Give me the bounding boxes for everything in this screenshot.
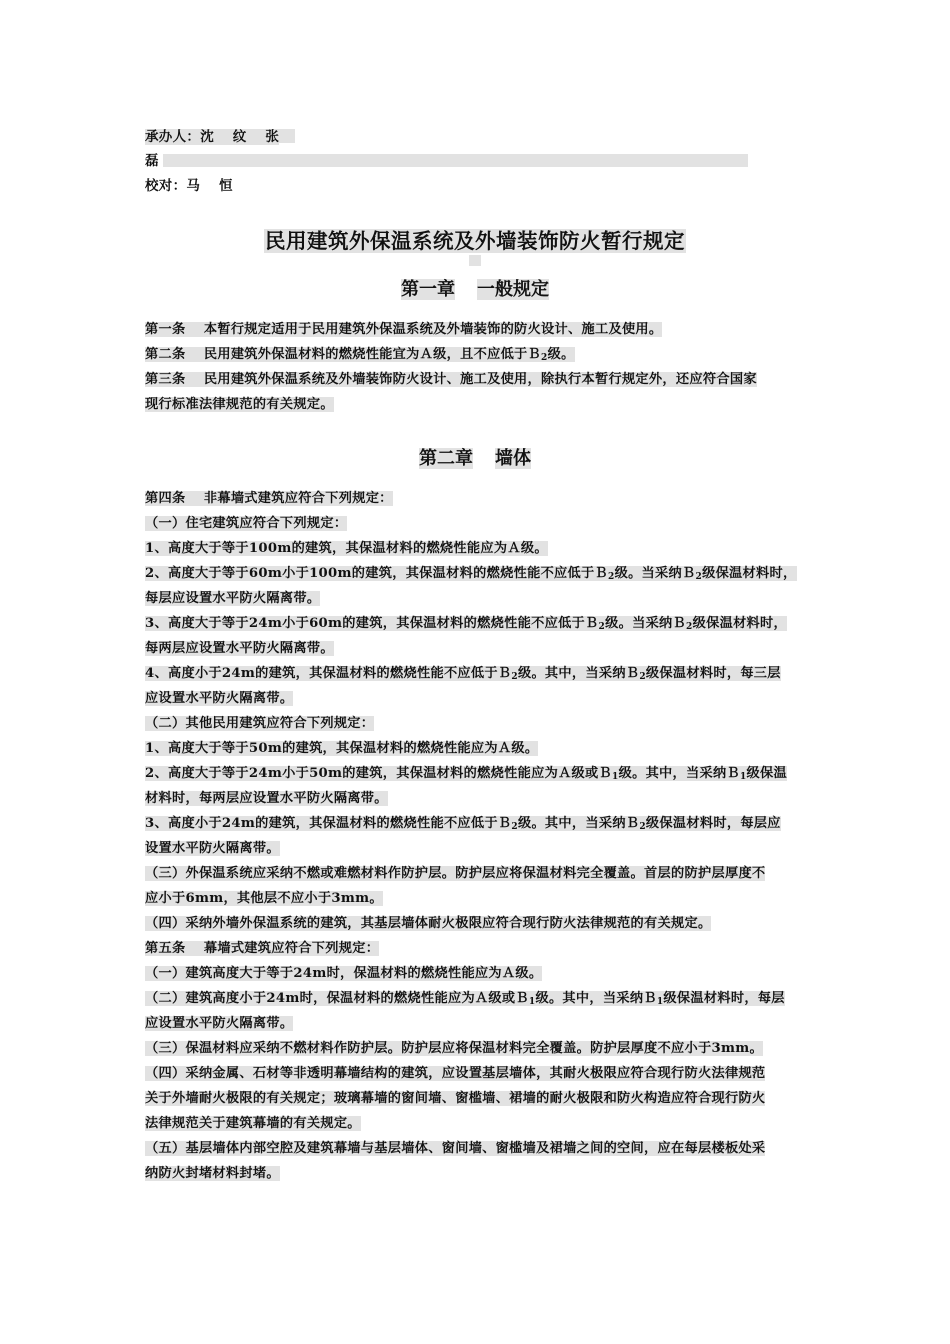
curtain-item-2-line-2: 应设置水平防火隔离带。 [145, 1016, 294, 1031]
other-item-2-line-2: 材料时，每两层应设置水平防火隔离带。 [145, 791, 388, 806]
document-title: 民用建筑外保温系统及外墙装饰防火暂行规定 [265, 229, 685, 253]
article-3-line-1: 第三条 民用建筑外保温系统及外墙装饰防火设计、施工及使用，除执行本暂行规定外，还应符合国家 [145, 372, 757, 387]
other-item-3-line-2: 设置水平防火隔离带。 [145, 841, 280, 856]
residential-item-3-line-1: 3、高度大于等于24m小于60m的建筑，其保温材料的燃烧性能不应低于Ｂ$_2$级。当采纳Ｂ$_2$级保温材料时， [145, 616, 788, 632]
other-item-3-line-1: 3、高度小于24m的建筑，其保温材料的燃烧性能不应低于Ｂ$_2$级。其中，当采纳Ｂ$_2$级保温材料时，每层应 [145, 816, 781, 832]
residential-item-2-line-2: 每层应设置水平防火隔离带。 [145, 591, 321, 606]
curtain-item-3: （三）保温材料应采纳不燃材料作防护层。防护层应将保温材料完全覆盖。防护层厚度不应小于3mm。 [145, 1041, 763, 1056]
curtain-item-4-line-3: 法律规范关于建筑幕墙的有关规定。 [145, 1116, 361, 1131]
proofreader-line: 校对：马 恒 [145, 178, 233, 194]
residential-item-2-line-1: 2、高度大于等于60m小于100m的建筑，其保温材料的燃烧性能不应低于Ｂ$_2$级。当采纳Ｂ$_2$级保温材料时， [145, 566, 797, 582]
chapter-1-heading: 第一章 一般规定 [401, 279, 549, 300]
section-residential: （一）住宅建筑应符合下列规定： [145, 516, 348, 531]
article-3-line-2: 现行标准法律规范的有关规定。 [145, 397, 334, 412]
section-other-civil: （二）其他民用建筑应符合下列规定： [145, 716, 375, 731]
other-item-2-line-1: 2、高度大于等于24m小于50m的建筑，其保温材料的燃烧性能应为Ａ级或Ｂ$_1$级。其中，当采纳Ｂ$_1$级保温 [145, 766, 788, 782]
article-2: 第二条 民用建筑外保温材料的燃烧性能宜为Ａ级，且不应低于Ｂ$_2$级。 [145, 347, 575, 363]
section-3-line-2: 应小于6mm，其他层不应小于3mm。 [145, 891, 383, 906]
empty-highlight-box [469, 255, 481, 266]
curtain-item-1: （一）建筑高度大于等于24m时，保温材料的燃烧性能应为Ａ级。 [145, 966, 543, 981]
residential-item-3-line-2: 每两层应设置水平防火隔离带。 [145, 641, 334, 656]
residential-item-1: 1、高度大于等于100m的建筑，其保温材料的燃烧性能应为Ａ级。 [145, 541, 548, 556]
section-4: （四）采纳外墙外保温系统的建筑，其基层墙体耐火极限应符合现行防火法律规范的有关规定。 [145, 916, 712, 931]
residential-item-4-line-1: 4、高度小于24m的建筑，其保温材料的燃烧性能不应低于Ｂ$_2$级。其中，当采纳Ｂ$_2$级保温材料时，每三层 [145, 666, 781, 682]
article-5: 第五条 幕墙式建筑应符合下列规定： [145, 941, 380, 956]
chapter-2-heading: 第二章 墙体 [419, 448, 531, 469]
curtain-item-4-line-2: 关于外墙耐火极限的有关规定；玻璃幕墙的窗间墙、窗槛墙、裙墙的耐火极限和防火构造应符合现行防火 [145, 1091, 766, 1106]
highlight-bar [163, 154, 748, 167]
other-item-1: 1、高度大于等于50m的建筑，其保温材料的燃烧性能应为Ａ级。 [145, 741, 539, 756]
residential-item-4-line-2: 应设置水平防火隔离带。 [145, 691, 294, 706]
curtain-item-5-line-2: 纳防火封堵材料封堵。 [145, 1166, 280, 1181]
handler-line-2: 磊 [145, 153, 159, 169]
curtain-item-5-line-1: （五）基层墙体内部空腔及建筑幕墙与基层墙体、窗间墙、窗槛墙及裙墙之间的空间，应在每层楼板处采 [145, 1141, 766, 1156]
curtain-item-2-line-1: （二）建筑高度小于24m时，保温材料的燃烧性能应为Ａ级或Ｂ$_1$级。其中，当采纳Ｂ$_1$级保温材料时，每层 [145, 991, 785, 1007]
article-4: 第四条 非幕墙式建筑应符合下列规定： [145, 491, 393, 506]
handler-line: 承办人：沈 纹 张 [145, 128, 295, 146]
article-1: 第一条 本暂行规定适用于民用建筑外保温系统及外墙装饰的防火设计、施工及使用。 [145, 322, 663, 337]
curtain-item-4-line-1: （四）采纳金属、石材等非透明幕墙结构的建筑，应设置基层墙体，其耐火极限应符合现行防火法律规范 [145, 1066, 766, 1081]
section-3-line-1: （三）外保温系统应采纳不燃或难燃材料作防护层。防护层应将保温材料完全覆盖。首层的防护层厚度不 [145, 866, 766, 881]
